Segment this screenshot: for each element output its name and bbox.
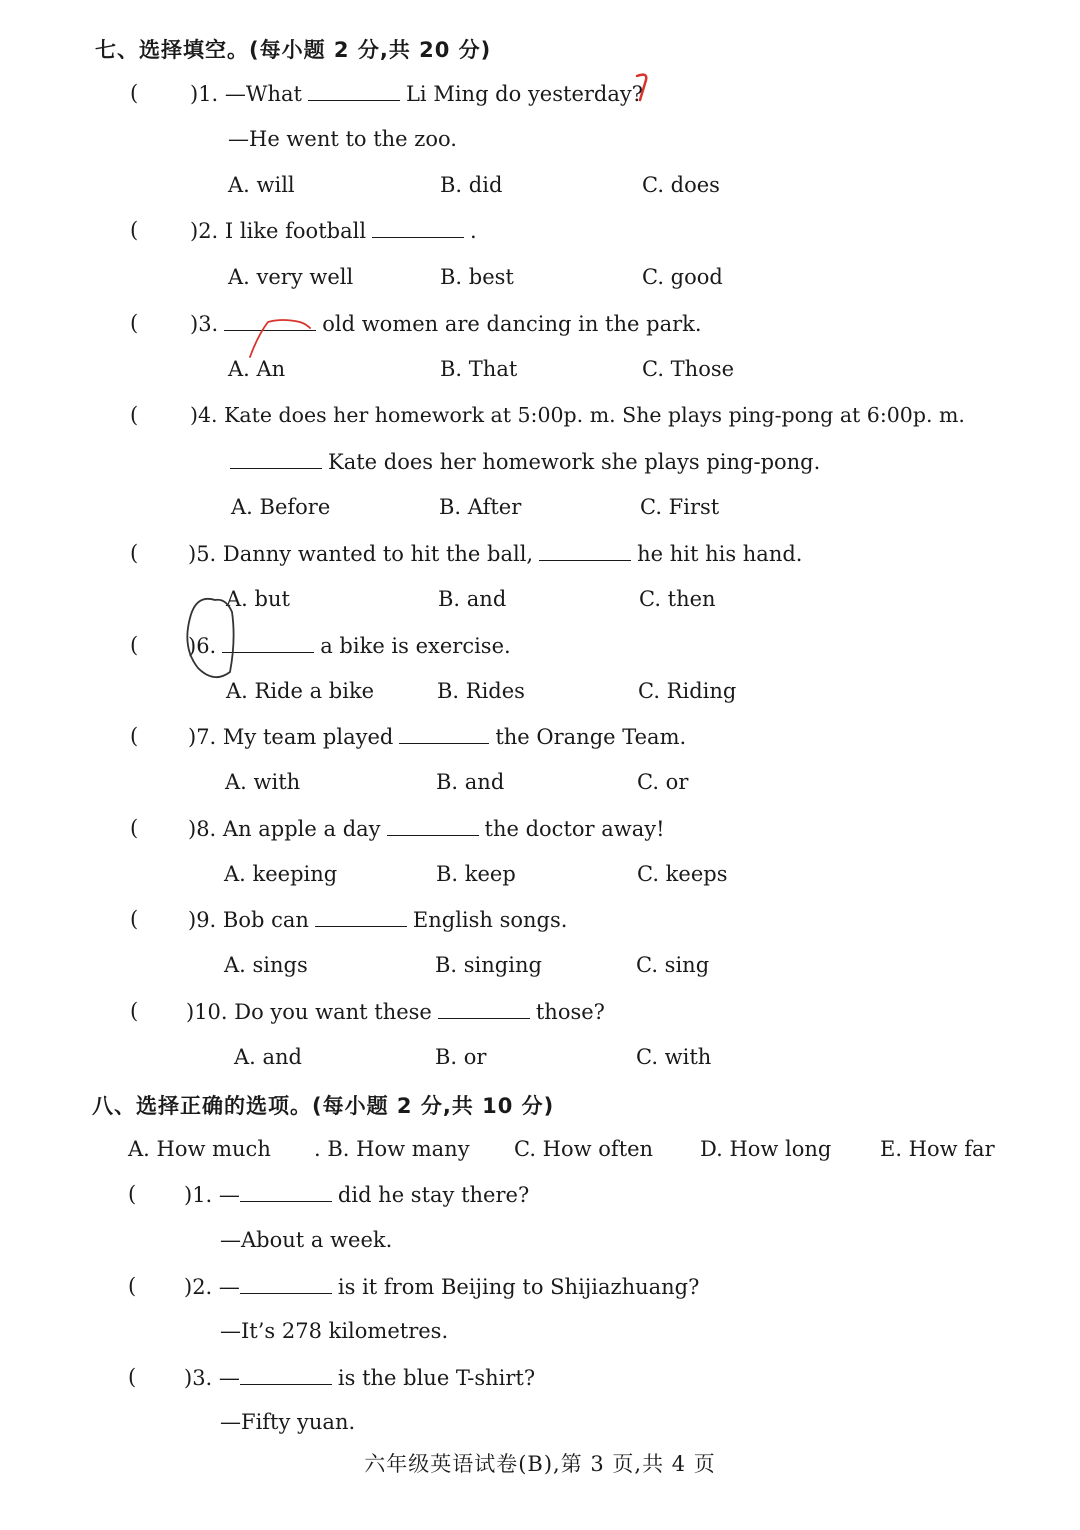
question-9: )9. Bob can English songs. bbox=[188, 908, 568, 932]
option-c: C. keeps bbox=[637, 862, 728, 886]
answer-paren: ( bbox=[130, 403, 139, 427]
option-a: A. Ride a bike bbox=[226, 679, 375, 703]
question-2: )2. I like football . bbox=[190, 219, 477, 243]
s8-answer-2: —It’s 278 kilometres. bbox=[220, 1319, 449, 1343]
page-footer: 六年级英语试卷(B),第 3 页,共 4 页 bbox=[364, 1452, 716, 1476]
word-bank-c: C. How often bbox=[514, 1137, 654, 1161]
question-3: )3. old women are dancing in the park. bbox=[190, 312, 702, 336]
answer-blank[interactable] bbox=[222, 632, 314, 653]
option-c: C. good bbox=[642, 265, 723, 289]
s8-question-1: )1. — did he stay there? bbox=[184, 1183, 530, 1207]
option-a: A. very well bbox=[228, 265, 354, 289]
answer-blank[interactable] bbox=[372, 217, 464, 238]
option-a: A. and bbox=[234, 1045, 303, 1069]
answer-blank[interactable] bbox=[399, 723, 489, 744]
question-5: )5. Danny wanted to hit the ball, he hit his hand. bbox=[188, 542, 803, 566]
answer-paren: ( bbox=[130, 999, 139, 1023]
answer-blank[interactable] bbox=[224, 310, 316, 331]
option-b: B. and bbox=[436, 770, 505, 794]
s8-question-2: )2. — is it from Beijing to Shijiazhuang? bbox=[184, 1275, 700, 1299]
s8-question-3: )3. — is the blue T-shirt? bbox=[184, 1366, 536, 1390]
answer-blank[interactable] bbox=[240, 1181, 332, 1202]
option-c: C. sing bbox=[636, 953, 710, 977]
answer-paren: ( bbox=[130, 311, 139, 335]
question-4: )4. Kate does her homework at 5:00p. m. She plays ping-pong at 6:00p. m. bbox=[190, 403, 965, 427]
option-b: B. After bbox=[439, 495, 522, 519]
answer-paren: ( bbox=[130, 907, 139, 931]
answer-paren: ( bbox=[130, 724, 139, 748]
answer-paren: ( bbox=[128, 1274, 137, 1298]
answer-paren: ( bbox=[128, 1182, 137, 1206]
option-c: C. Riding bbox=[638, 679, 737, 703]
answer-blank[interactable] bbox=[387, 815, 479, 836]
option-b: B. best bbox=[440, 265, 514, 289]
answer-paren: ( bbox=[130, 541, 139, 565]
answer-paren: ( bbox=[130, 218, 139, 242]
section-8-title: 八、选择正确的选项。(每小题 2 分,共 10 分) bbox=[92, 1094, 555, 1118]
answer-blank[interactable] bbox=[230, 448, 322, 469]
question-1-reply: —He went to the zoo. bbox=[228, 127, 457, 151]
answer-blank[interactable] bbox=[240, 1273, 332, 1294]
option-b: B. That bbox=[440, 357, 518, 381]
question-10: )10. Do you want these those? bbox=[186, 1000, 605, 1024]
option-a: A. sings bbox=[224, 953, 308, 977]
section-7-title: 七、选择填空。(每小题 2 分,共 20 分) bbox=[95, 38, 492, 62]
answer-blank[interactable] bbox=[308, 80, 400, 101]
option-c: C. Those bbox=[642, 357, 735, 381]
option-c: C. then bbox=[639, 587, 716, 611]
answer-paren: ( bbox=[130, 816, 139, 840]
word-bank-b: . B. How many bbox=[314, 1137, 470, 1161]
question-4-line2: Kate does her homework she plays ping-pong. bbox=[230, 448, 820, 475]
option-b: B. singing bbox=[435, 953, 542, 977]
s8-answer-3: —Fifty yuan. bbox=[220, 1410, 356, 1434]
s8-answer-1: —About a week. bbox=[220, 1228, 393, 1252]
option-c: C. with bbox=[636, 1045, 712, 1069]
question-7: )7. My team played the Orange Team. bbox=[188, 725, 687, 749]
option-c: C. or bbox=[637, 770, 689, 794]
option-a: A. will bbox=[228, 173, 295, 197]
option-c: C. does bbox=[642, 173, 720, 197]
option-a: A. An bbox=[228, 357, 286, 381]
option-b: B. and bbox=[438, 587, 507, 611]
option-c: C. First bbox=[640, 495, 720, 519]
option-b: B. did bbox=[440, 173, 503, 197]
word-bank-e: E. How far bbox=[880, 1137, 995, 1161]
option-b: B. or bbox=[435, 1045, 487, 1069]
option-b: B. Rides bbox=[437, 679, 525, 703]
question-1: )1. —What Li Ming do yesterday? bbox=[190, 82, 644, 106]
answer-blank[interactable] bbox=[315, 906, 407, 927]
option-a: A. keeping bbox=[224, 862, 338, 886]
word-bank-d: D. How long bbox=[700, 1137, 832, 1161]
option-a: A. Before bbox=[231, 495, 331, 519]
answer-paren: ( bbox=[128, 1365, 137, 1389]
answer-paren: ( bbox=[130, 81, 139, 105]
answer-blank[interactable] bbox=[539, 540, 631, 561]
option-a: A. with bbox=[225, 770, 301, 794]
word-bank-a: A. How much bbox=[128, 1137, 271, 1161]
question-8: )8. An apple a day the doctor away! bbox=[188, 817, 665, 841]
answer-blank[interactable] bbox=[438, 998, 530, 1019]
option-a: A. but bbox=[226, 587, 290, 611]
answer-blank[interactable] bbox=[240, 1364, 332, 1385]
option-b: B. keep bbox=[436, 862, 516, 886]
answer-paren: ( bbox=[130, 633, 139, 657]
question-6: )6. a bike is exercise. bbox=[188, 634, 511, 658]
